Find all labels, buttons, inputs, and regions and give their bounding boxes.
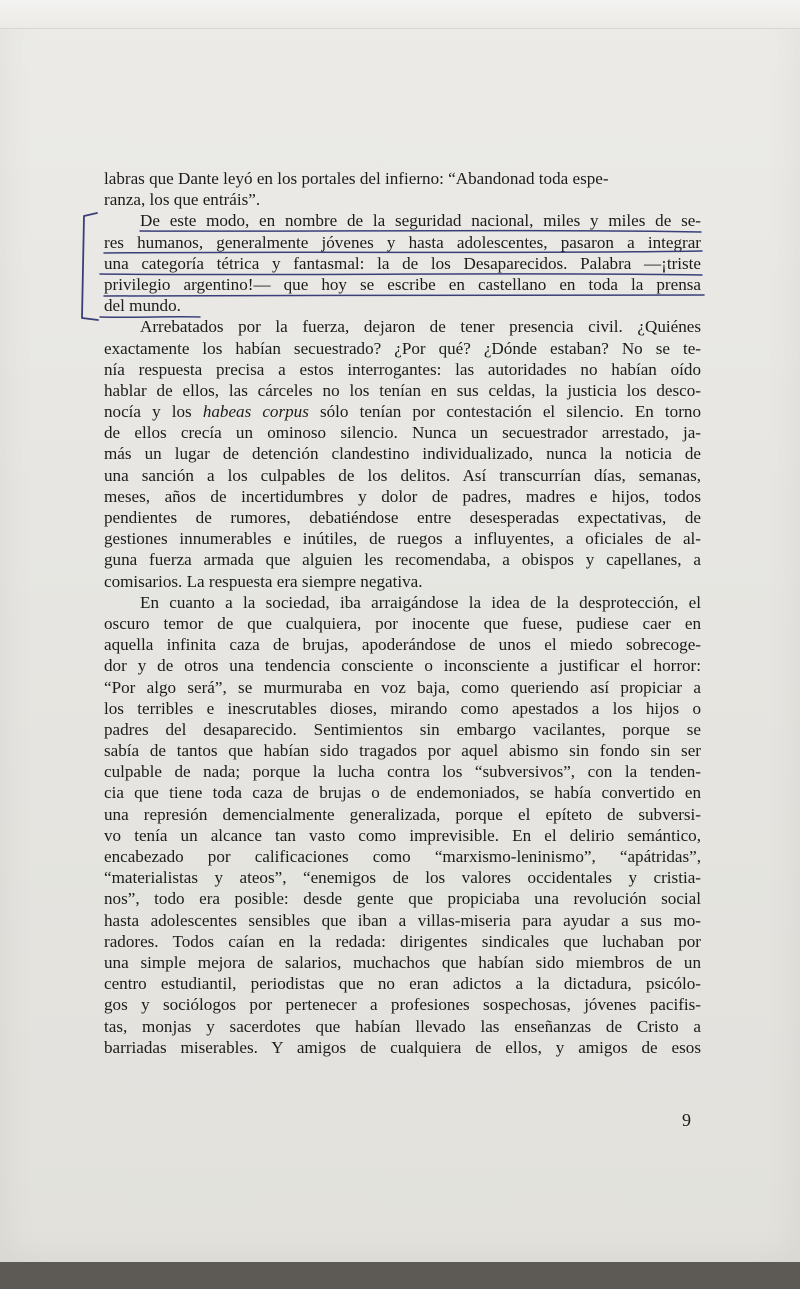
text-line: De este modo, en nombre de la seguridad nacional, miles y miles de se- (140, 211, 701, 231)
text-line: guna fuerza armada que alguien les recomendaba, a obispos y capellanes, a (104, 550, 701, 570)
text-line: una sanción a los culpables de los delitos. Así transcurrían días, semanas, (104, 465, 701, 485)
text-line: exactamente los habían secuestrado? ¿Por qué? ¿Dónde estaban? No se te- (104, 338, 701, 358)
text-line: radores. Todos caían en la redada: dirigentes sindicales que luchaban por (104, 931, 701, 951)
text-line: En cuanto a la sociedad, iba arraigándose la idea de la desprotección, el (140, 592, 701, 612)
text-line: comisarios. La respuesta era siempre negativa. (104, 571, 423, 591)
text-line: privilegio argentino!— que hoy se escribe en castellano en toda la prensa (104, 274, 701, 294)
text-line: encabezado por calificaciones como “marxismo-leninismo”, “apátridas”, (104, 847, 701, 866)
text-line: centro estudiantil, periodistas que no eran adictos a la dictadura, psicólo- (104, 974, 701, 994)
text-line: más un lugar de detención clandestino individualizado, nunca la noticia de (104, 444, 701, 464)
page-number: 9 (682, 1110, 691, 1130)
text-line: hablar de ellos, las cárceles no los tenían en sus celdas, la justicia los desco- (104, 380, 701, 400)
body-text (104, 168, 701, 1058)
text-line: los terribles e inescrutables dioses, mirando como apestados a los hijos o (104, 698, 701, 718)
text-line: nos”, todo era posible: desde gente que propiciaba una revolución social (104, 889, 701, 909)
text-line: una simple mejora de salarios, muchachos que habían sido miembros de un (104, 952, 701, 972)
text-line: pendientes de rumores, debatiéndose entre desesperadas expectativas, de (104, 508, 701, 527)
text-line: aquella infinita caza de brujas, apoderándose de unos el miedo sobrecoge- (104, 635, 701, 655)
italic-term: habeas corpus (202, 402, 309, 422)
text-line: nocía y los habeas corpus sólo tenían por contestación el silencio. En torno (104, 402, 701, 422)
text-line: una categoría tétrica y fantasmal: la de los Desaparecidos. Palabra —¡triste (104, 253, 701, 273)
text-line: res humanos, generalmente jóvenes y hasta adolescentes, pasaron a integrar (104, 232, 701, 252)
text-line: dor y de otros una tendencia consciente o inconsciente a justificar el horror: (104, 656, 701, 676)
text-line: de ellos crecía un ominoso silencio. Nunca un secuestrador arrestado, ja- (104, 423, 701, 443)
text-line: gestiones innumerables e inútiles, de ruegos a influyentes, a oficiales de al- (104, 529, 701, 549)
text-line: tas, monjas y sacerdotes que habían llevado las enseñanzas de Cristo a (104, 1016, 701, 1036)
text-line: “Por algo será”, se murmuraba en voz baja, como queriendo así propiciar a (104, 677, 701, 697)
text-line: sabía de tantos que habían sido tragados por aquel abismo sin fondo sin ser (104, 741, 701, 761)
text-line: Arrebatados por la fuerza, dejaron de tener presencia civil. ¿Quiénes (140, 317, 701, 337)
text-line: vo tenía un alcance tan vasto como imprevisible. En el delirio semántico, (104, 825, 701, 845)
page-top-edge (0, 0, 800, 29)
text-line: del mundo. (104, 296, 181, 316)
text-line: nía respuesta precisa a estos interrogantes: las autoridades no habían oído (104, 359, 701, 379)
text-line: gos y sociólogos por pertenecer a profesiones sospechosas, jóvenes pacifis- (104, 995, 701, 1015)
text-line: barriadas miserables. Y amigos de cualquiera de ellos, y amigos de esos (104, 1037, 701, 1057)
text-line: cia que tiene toda caza de brujas o de endemoniados, se había convertido en (104, 783, 701, 803)
text-line: ranza, los que entráis”. (104, 190, 261, 210)
text-line: “materialistas y ateos”, “enemigos de los valores occidentales y cristia- (104, 868, 701, 888)
text-line: padres del desaparecido. Sentimientos sin embargo vacilantes, porque se (104, 719, 701, 739)
margin-bracket (82, 213, 98, 320)
text-line: culpable de nada; porque la lucha contra los “subversivos”, con la tenden- (104, 762, 701, 782)
text-line: meses, años de incertidumbres y dolor de padres, madres e hijos, todos (104, 486, 701, 506)
text-line: oscuro temor de que cualquiera, por inocente que fuese, pudiese caer en (104, 613, 701, 633)
text-line: labras que Dante leyó en los portales del infierno: “Abandonad toda espe- (104, 169, 609, 188)
text-line: hasta adolescentes sensibles que iban a villas-miseria para ayudar a sus mo- (104, 910, 701, 930)
text-line: una represión demencialmente generalizada, porque el epíteto de subversi- (104, 804, 701, 824)
